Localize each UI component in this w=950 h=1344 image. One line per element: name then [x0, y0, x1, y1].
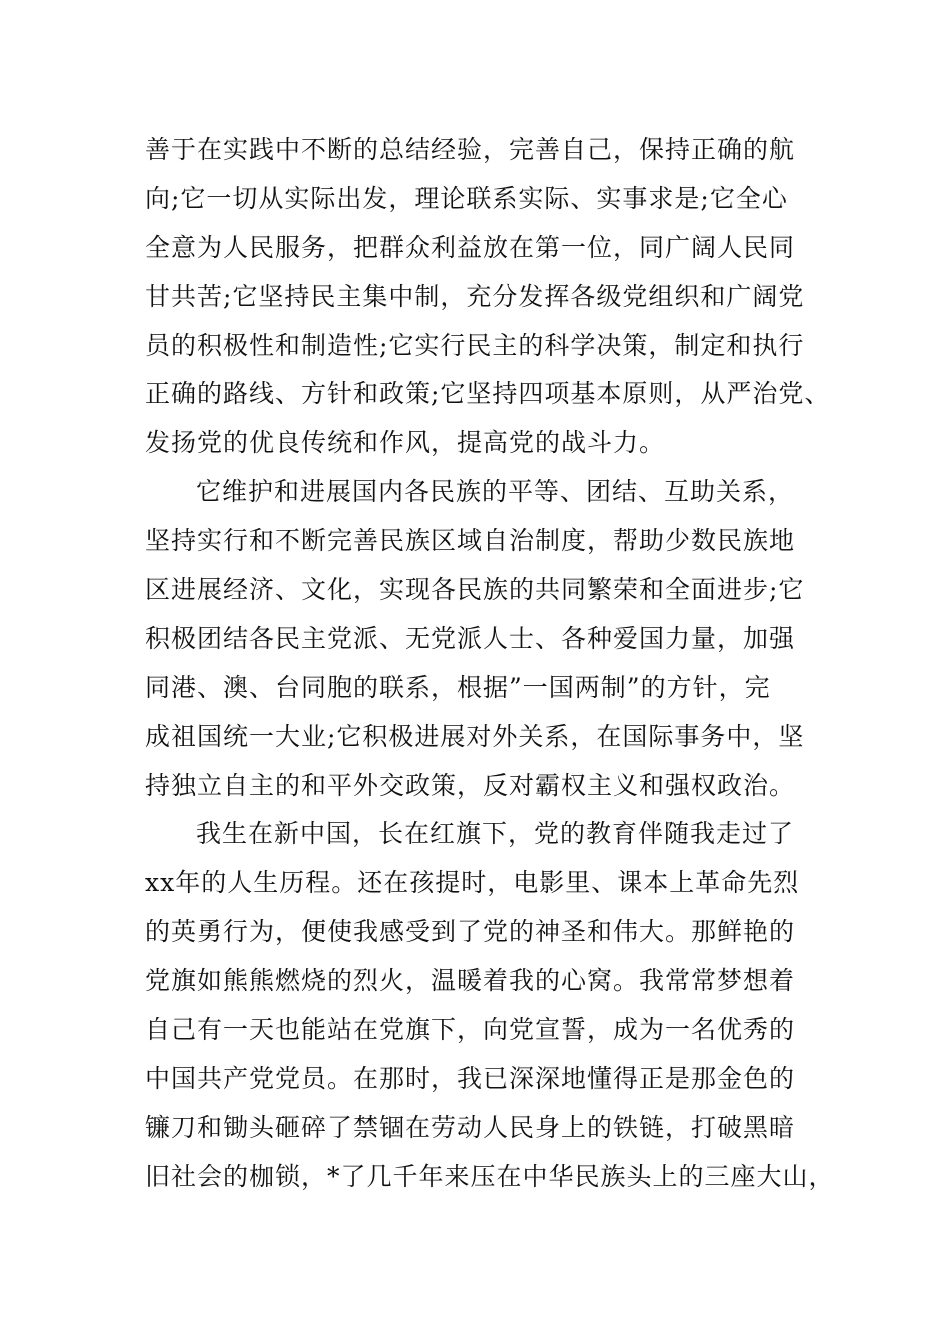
text-line: 持独立自主的和平外交政策，反对霸权主义和强权政治。	[145, 770, 796, 800]
text-line: 积极团结各民主党派、无党派人士、各种爱国力量，加强	[145, 623, 796, 653]
text-line: 自己有一天也能站在党旗下，向党宣誓，成为一名优秀的	[145, 1015, 796, 1045]
text-line: 发扬党的优良传统和作风，提高党的战斗力。	[145, 428, 666, 458]
text-line: 中国共产党党员。在那时，我已深深地懂得正是那金色的	[145, 1063, 796, 1093]
text-line: 全意为人民服务，把群众利益放在第一位，同广阔人民同	[145, 232, 796, 262]
text-line: 镰刀和锄头砸碎了禁锢在劳动人民身上的铁链，打破黑暗	[145, 1112, 796, 1142]
paragraph-1	[145, 126, 831, 468]
text-line: 甘共苦;它坚持民主集中制，充分发挥各级党组织和广阔党	[145, 281, 805, 311]
text-line: xx年的人生历程。还在孩提时，电影里、课本上革命先烈	[145, 868, 800, 898]
text-line: 旧社会的枷锁，*了几千年来压在中华民族头上的三座大山，	[145, 1161, 835, 1191]
text-line: 区进展经济、文化，实现各民族的共同繁荣和全面进步;它	[145, 575, 805, 605]
text-line: 员的积极性和制造性;它实行民主的科学决策，制定和执行	[145, 330, 805, 360]
text-line: 向;它一切从实际出发，理论联系实际、实事求是;它全心	[145, 183, 788, 213]
text-line: 它维护和进展国内各民族的平等、团结、互助关系，	[196, 477, 795, 507]
text-line: 正确的路线、方针和政策;它坚持四项基本原则，从严治党、	[145, 379, 831, 409]
text-line: 坚持实行和不断完善民族区域自治制度，帮助少数民族地	[145, 526, 796, 556]
text-line: 我生在新中国，长在红旗下，党的教育伴随我走过了	[196, 819, 795, 849]
paragraph-3	[145, 810, 835, 1201]
text-line: 同港、澳、台同胞的联系，根据”一国两制”的方针，完	[145, 672, 771, 702]
text-line: 善于在实践中不断的总结经验，完善自己，保持正确的航	[145, 135, 796, 164]
document-body	[145, 126, 835, 1202]
text-line: 成祖国统一大业;它积极进展对外关系，在国际事务中，坚	[145, 721, 805, 751]
text-line: 的英勇行为，便使我感受到了党的神圣和伟大。那鲜艳的	[145, 917, 796, 947]
text-line: 党旗如熊熊燃烧的烈火，温暖着我的心窝。我常常梦想着	[145, 966, 796, 996]
paragraph-2	[145, 468, 810, 810]
